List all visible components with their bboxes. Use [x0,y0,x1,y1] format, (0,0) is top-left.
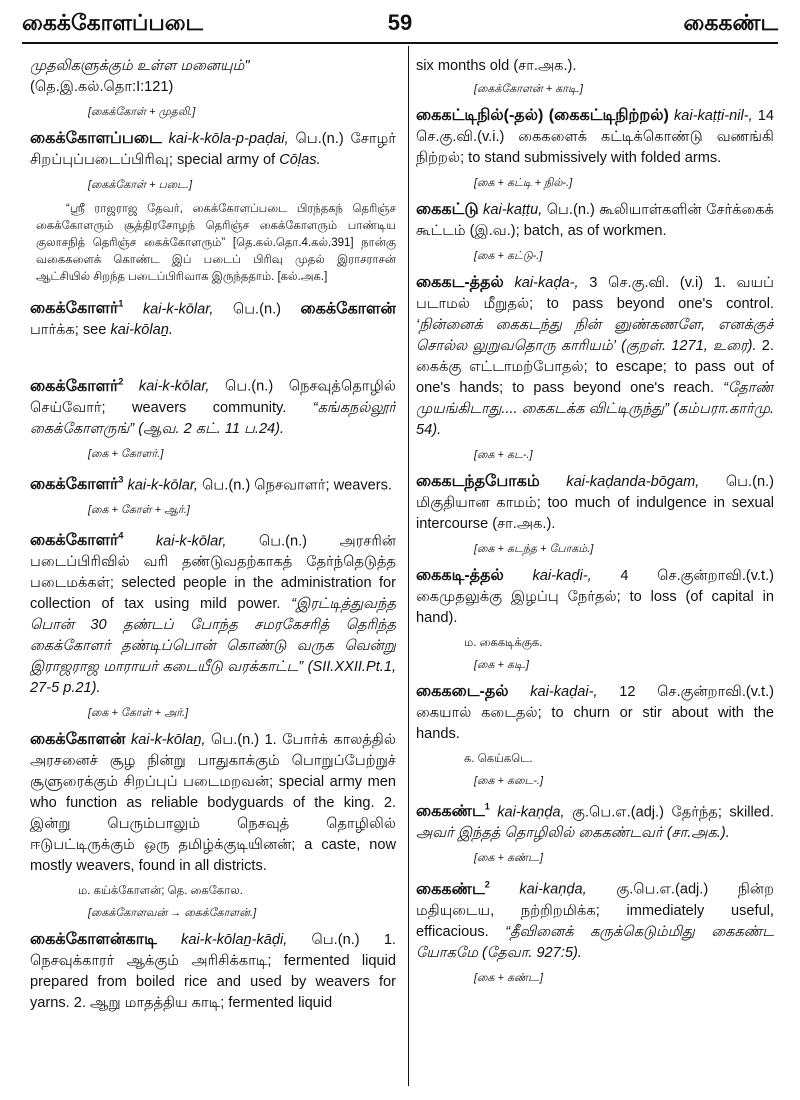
dictionary-entry [416,471,774,535]
headword: கைகட-த்தல் [416,274,504,291]
citation: (தேவா. 927:5). [482,944,582,961]
transliteration: kai-kōlaṉ. [110,322,173,339]
definition: 14 செ.கு.வி.(v.i.) கைகளைக் கட்டிக்கொண்டு வணங்கி நிற்றல்; to stand submissively with folded arms. [416,108,774,166]
transliteration: kai-k-kōlar, [138,378,210,395]
definition: பெ.(n.) நெசவுத்தொழில் செய்வோர்; weavers community. [30,378,396,416]
example-sentence: அவர் இந்தத் தொழிலில் கைகண்டவர் (சா.அக.). [416,825,730,842]
definition: 4 செ.குன்றாவி.(v.t.) கைமுதலுக்கு இழப்பு நேர்தல்; to loss (of capital in hand). [416,568,774,626]
definition: 3 செ.கு.வி. (v.i) 1. வயப் படாமல் மீறுதல்; to pass beyond one's control. [416,275,774,312]
dictionary-entry [30,929,396,1014]
homonym-number: 1 [484,802,490,812]
quotation: “இரட்டித்துவந்த பொன் 30 தண்டப் போந்த சமரகேசரித் தெரிந்த கைக்கோளர் தண்டிப்பொன் கொண்டு வருக வென்று இராஜராஜ மாராயர் கடையீடு வரக்காட்ட” [30,596,396,676]
etymology: [கைக்கோள் + முதலி.] [88,106,196,118]
cognates: ம. கைகடிக்குக. [464,637,543,649]
homonym-number: 1 [118,299,124,309]
etymology: [கை + கோள் + அர்.] [88,707,189,720]
etymology: [கை + கட்டு-.] [474,250,543,262]
dictionary-entry [416,105,774,169]
transliteration: kai-k-kōlar, [155,533,227,550]
etymology: [கை + கடந்த + போகம்.] [474,543,594,555]
headword: கைக்கோளன்காடி [30,931,157,949]
headword: கைகடந்தபோகம் [416,473,540,490]
headword: கைகண்ட$^2$ [416,879,490,898]
citation: (SII.XXII.Pt.1, 27-5 p.21). [30,659,396,697]
transliteration: kai-k-kōlaṉ, [130,732,206,749]
definition: பெ.(n.) 1. நெசவுக்காரர் ஆக்கும் அரிசிக்காடி; fermented liquid prepared from boiled rice and used by weavers for yarns. 2. ஆறு மாதத்திய காடி; fermented liquid [30,932,396,1012]
transliteration: kai-kaḍai-, [530,684,598,700]
right-guide-word: கைகண்ட [683,10,778,35]
column-divider [408,46,409,1086]
page-number: 59 [387,10,413,35]
definition: கு.பெ.எ.(adj.) நின்ற மதியுடைய, நற்றிறமிக்க; immediately useful, efficacious. [416,881,774,940]
quote-text: முதலிகளுக்கும் உள்ள மனையும்" [30,58,250,74]
dictionary-entry [30,294,396,341]
etymology: [கைக்கோளவன் → கைக்கோளன்.] [88,907,257,920]
homonym-number: 4 [118,530,124,541]
etymology: [கைக்கோள் + படை.] [88,179,193,191]
transliteration: kai-kaḍanda-bōgam, [566,474,700,490]
transliteration: kai-k-kōlaṉ-kāḍi, [181,932,288,949]
dictionary-entry [30,128,396,171]
headword: கைக்கோளர்$^1$ [30,299,124,318]
quotation: ‘நின்னைக் கைகடந்து நின் னுண்கணளே, எனக்குச் சொல்ல லுறுவதொரு காரியம்’ [416,317,774,354]
transliteration: kai-kaṭṭu, [483,202,543,218]
definition: பெ.(n.) 1. போர்க் காலத்தில் அரசனைச் சூழ நின்று பாதுகாக்கும் பொறுப்பேற்றுச் சூளுரைக்கும் சிறப்புப் படைமறவன்; special army men who function as reliable bodyguards of the king. 2. இன்று பெரும்பாலும் நெசவுத் தொழிலில் ஈடுபட்டிருக்கும் ஒரு தமிழ்க்குடியினன்; a caste, now mostly weavers, found in all districts. [30,732,396,875]
citation: (கம்பரா.கார்மு. 54). [416,401,774,438]
dictionary-entry [30,470,396,496]
left-column [30,56,396,1090]
quotation: “கங்கநல்லூர் கைக்கோளருங்” [30,399,396,437]
definition: கு.பெ.எ.(adj.) தேர்ந்த; skilled. [572,804,774,821]
transliteration: kai-k-kōlar, [127,476,198,493]
part-of-speech: பெ.(n.) [232,301,282,318]
transliteration: kai-k-kōlar, [142,301,214,318]
continued-quote [30,56,396,98]
dictionary-entry [30,371,396,439]
definition: பெ.(n.) அரசரின் படைப்பிரிவில் வரி தண்டுவதற்காகத் தேர்ந்தெடுத்த படைமக்கள்; selected people in the administration for collection of tax using mild power. [30,533,396,613]
headword: கைக்கோளர்$^3$ [30,474,124,493]
definition: 2. கைக்கு எட்டாமற்போதல்; to escape; to pass out of one's hands; to pass beyond one's reach. [416,338,774,396]
transliteration: kai-kaṇḍa, [519,881,587,898]
headword: கைக்கோளர்$^4$ [30,530,124,550]
inscription-note: “ஸ்ரீ ராஜராஜ தேவர், கைக்கோளப்படை பிரந்தகந் தெரிஞ்ச கைக்கோளரும் சூத்திரசோழந் தெரிஞ்ச கைக்கோளரும் பாண்டிய குலாசநித் தெரிஞ்ச கைக்கோளரும்” [தெ.கல்.தொ.4.கல்.391] நான்கு வகைகளைக் கொண்ட இப் படைப் பிரிவு முதல் இராசராசன் ஆட்சியில் சிறந்த படைப்பிரிவாக இருந்ததாம். [கல்.அக.] [36,203,396,283]
homonym-number: 3 [118,474,124,485]
quotation: “தோண் முயங்கிடாது.... கைகடக்க விட்டிருந்து” [416,380,774,417]
quotation: “தீவினைக் கருக்கெடும்மிது கைகண்ட யோகமே [416,923,774,961]
transliteration: kai-kaṭṭi-nil-, [673,108,753,124]
dictionary-entry [30,729,396,877]
cross-reference-headword: கைக்கோளன் [300,300,396,318]
definition: பெ.(n.) கூலியாள்களின் சேர்க்கைக் கூட்டம் (இ.வ.); batch, as of workmen. [416,202,774,239]
etymology: [கை + கடை-.] [474,775,544,787]
homonym-number: 2 [118,376,124,387]
homonym-number: 2 [484,879,490,890]
headword: கைக்கோளர்$^2$ [30,376,124,395]
dictionary-entry [416,565,774,629]
definition: பார்க்க; see [30,322,107,339]
dictionary-entry [416,681,774,745]
definition: பெ.(n.) நெசவாளர்; weavers. [202,476,392,493]
transliteration: kai-k-kōla-p-paḍai, [168,131,289,147]
headword: கைகண்ட$^1$ [416,802,490,821]
etymology: [கை + கட-.] [474,449,533,461]
definition: பெ.(n.) மிகுதியான காமம்; too much of indulgence in sexual intercourse (சா.அக.). [416,474,774,532]
dictionary-entry [30,526,396,699]
dictionary-entry [416,272,774,441]
headword: கைகடை-தல் [416,683,509,700]
etymology: [கை + கடி.] [474,659,529,671]
dictionary-entry [416,797,774,844]
transliteration: kai-kaṇḍa, [497,804,565,821]
right-column [416,56,774,1090]
citation: (குறள். 1271, உரை). [621,338,757,354]
dictionary-entry [416,199,774,242]
header-rule [22,42,778,44]
dictionary-entry [416,874,774,963]
etymology: [கை + கட்டி + நில்-.] [474,177,573,189]
definition: பெ.(n.) சோழர் சிறப்புப்படைப்பிரிவு; special army of [30,131,396,168]
transliteration: kai-kaḍi-, [532,568,592,584]
cognates: ம. கய்க்கோளன்; தெ. கைகோல. [78,885,244,898]
headword: கைகட்டிநில்(-தல்) (கைகட்டிநிற்றல்) [416,107,669,124]
etymology: [கைக்கோளன் + காடி.] [474,83,583,95]
headword: கைகட்டு [416,201,479,218]
etymology: [கை + கோள் + ஆர்.] [88,503,190,516]
running-head [22,8,778,44]
left-guide-word: கைக்கோளப்படை [22,10,204,35]
headword: கைக்கோளன் [30,731,126,749]
cognates: க. கெய்கடெ. [464,753,533,765]
etymology: [கை + கோளர்.] [88,447,164,460]
continued-definition: six months old (சா.அக.). [416,58,577,74]
transliteration: kai-kaḍa-, [514,275,579,291]
etymology: [கை + கண்ட.] [474,852,543,865]
headword: கைக்கோளப்படை [30,130,162,147]
citation: (ஆவ. 2 கட். 11 ப.24). [138,420,285,437]
transliteration: Cōḷas. [279,152,321,168]
definition: 12 செ.குன்றாவி.(v.t.) கையால் கடைதல்; to churn or stir about with the hands. [416,684,774,742]
etymology: [கை + கண்ட.] [474,971,543,984]
citation: (தெ.இ.கல்.தொ:I:121) [30,79,174,95]
headword: கைகடி-த்தல் [416,567,504,584]
